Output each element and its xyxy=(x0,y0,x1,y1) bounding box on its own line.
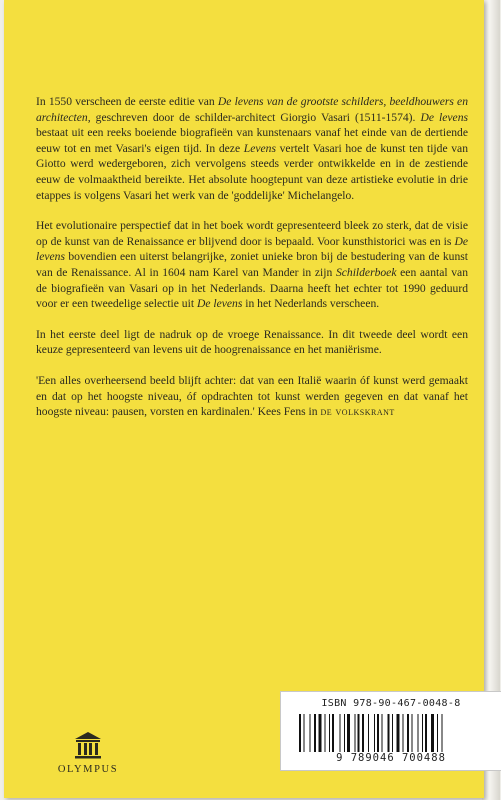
barcode-sticker xyxy=(280,691,501,771)
paragraph-3: In het eerste deel ligt de nadruk op de vroege Renaissance. In dit tweede deel wordt een keuze gepresenteerd van levens uit de hoogrenaissance en het maniërisme. xyxy=(36,327,468,357)
shrink-wrap-edge xyxy=(482,0,500,800)
paragraph-1: In 1550 verscheen de eerste editie van De levens van de grootste schilders, beeldhouwers en architecten, geschreven door de schilder-architect Giorgio Vasari (1511-1574). De levens bestaat uit een reeks boeiende biografieën van kunstenaars vanaf het einde van de dertiende eeuw tot en met Vasari's eigen tijd. In deze Levens vertelt Vasari hoe de kunst ten tijde van Giotto werd wedergeboren, zich vervolgens steeds verder ontwikkelde en in de zestiende eeuw de volmaaktheid bereikte. Het absolute hoogtepunt van deze artistieke evolutie in drie etappes is volgens Vasari het werk van de 'goddelijke' Michelangelo. xyxy=(36,95,468,202)
review-quote: 'Een alles overheersend beeld blijft achter: dat van een Italië waarin óf kunst werd gemaakt en dat op het hoogste niveau, óf opdrachten tot kunst werden gegeven en dat vanaf het hoogste niveau: pausen, vorsten en kardinalen.' Kees Fens in de volkskrant xyxy=(36,373,468,419)
isbn-label: ISBN 978-90-467-0048-8 xyxy=(321,698,461,709)
blurb-text xyxy=(36,94,468,435)
book-back-cover xyxy=(4,0,484,798)
barcode-icon xyxy=(297,714,485,752)
paragraph-2: Het evolutionaire perspectief dat in het boek wordt gepresenteerd bleek zo sterk, dat de visie op de kunst van de Renaissance er blijvend door is bepaald. Voor kunsthistorici was en is De levens bovendien een uiterst belangrijke, zoniet unieke bron bij de bestudering van de kunst van de Renaissance. Al in 1604 nam Karel van Mander in zijn Schilderboek een aantal van de biografieën van Vasari op in het Nederlands. Daarna heeft het echter tot 1990 geduurd voor er een tweedelige selectie uit De levens in het Nederlands verscheen. xyxy=(36,219,468,311)
ean-number: 9 789046 700488 xyxy=(336,752,446,764)
publisher-name: OLYMPUS xyxy=(57,764,119,775)
book-title-italic: De levens van de grootste schilders, beeldhouwers en architecten, xyxy=(36,95,468,124)
publisher-logo xyxy=(48,730,128,775)
newspaper-name: de volkskrant xyxy=(320,405,395,419)
temple-icon xyxy=(73,730,103,760)
